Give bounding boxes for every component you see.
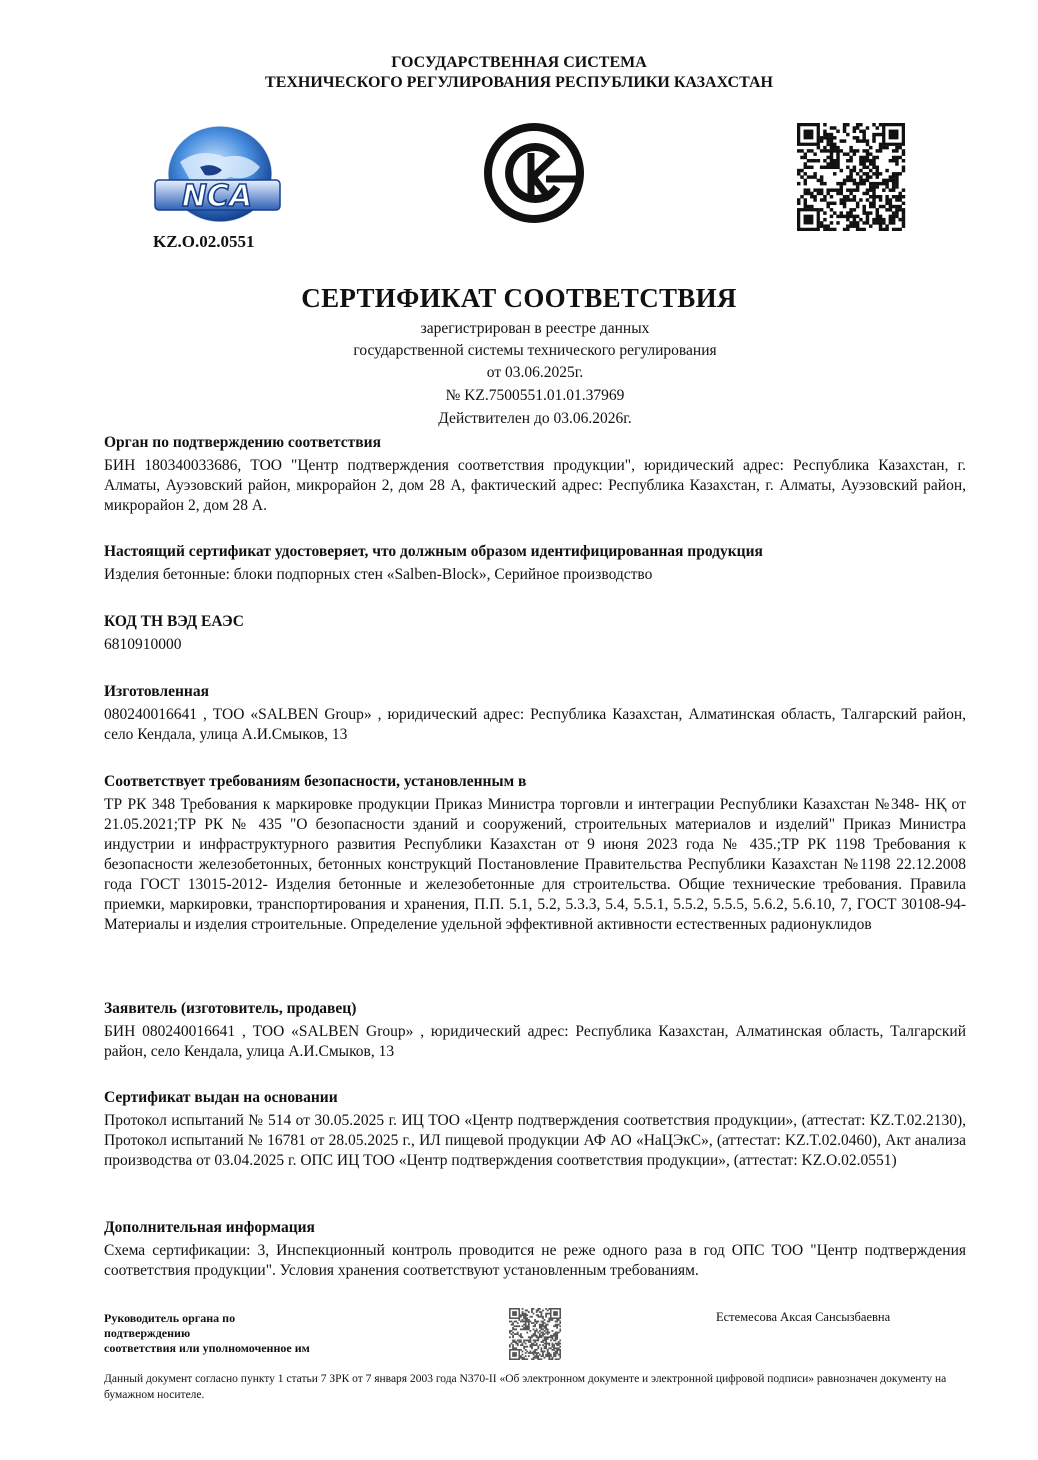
section-manufacturer (104, 682, 966, 745)
section-product (104, 542, 966, 585)
section-heading: Орган по подтверждению соответствия (104, 434, 381, 451)
header-line-2: ТЕХНИЧЕСКОГО РЕГУЛИРОВАНИЯ РЕСПУБЛИКИ КАЗАХСТАН (265, 74, 773, 91)
legal-disclaimer: Данный документ согласно пункту 1 статьи 7 ЗРК от 7 января 2003 года N370-II «Об электронном документе и электронной цифровой подписи» равнозначен документу на бумажном носителе. (104, 1373, 947, 1401)
header-line-1: ГОСУДАРСТВЕННАЯ СИСТЕМА (391, 54, 647, 71)
signer-label-line-1: Руководитель органа по (104, 1311, 236, 1325)
nca-mark: NCA (181, 179, 253, 214)
section-text: 6810910000 (104, 636, 182, 653)
section-additional-info (104, 1218, 966, 1281)
registration-line-2: государственной системы технического регулирования (353, 342, 717, 359)
section-text: 080240016641 , ТОО «SALBEN Group» , юридический адрес: Республика Казахстан, Алматинская область, Талгарский район, село Кендала, улица А.И.Смыков, 13 (104, 706, 966, 743)
section-applicant (104, 999, 966, 1062)
section-text: Схема сертификации: 3, Инспекционный контроль проводится не реже одного раза в год ОПС ТОО "Центр подтверждения соответствия продукции". Условия хранения соответствуют установленным требованиям. (104, 1242, 966, 1279)
conformity-mark (484, 123, 584, 228)
signer-label (104, 1311, 404, 1356)
signer-name: Естемесова Аксая Сансызбаевна (716, 1310, 891, 1324)
section-heading: Сертификат выдан на основании (104, 1089, 338, 1106)
section-text: ТР РК 348 Требования к маркировке продукции Приказ Министра торговли и интеграции Республики Казахстан №348- НҚ от 21.05.2021;ТР РК № 435 "О безопасности зданий и сооружений, строительных материалов и изделий" Приказ Министра индустрии и инфраструктурного развития Республики Казахстан от 9 июня 2023 года № 435.;ТР РК 1198 Требования к безопасности железобетонных, бетонных конструкций Постановление Правительства Республики Казахстан №1198 22.12.2008 года ГОСТ 13015-2012- Изделия бетонные и железобетонные для строительства. Общие технические требования. Правила приемки, маркировки, транспортирования и хранения, П.П. 5.1, 5.2, 5.3.3, 5.4, 5.5.1, 5.5.2, 5.5.5, 5.6.2, 5.6.10, 7, ГОСТ 30108-94- Материалы и изделия строительные. Определение удельной эффективной активности естественных радионуклидов (104, 796, 966, 933)
signature-qr (509, 1308, 561, 1365)
section-text: Изделия бетонные: блоки подпорных стен «Salben-Block», Серийное производство (104, 566, 653, 583)
section-requirements (104, 772, 966, 935)
section-heading: Настоящий сертификат удостоверяет, что должным образом идентифицированная продукция (104, 543, 763, 560)
kz-conformity-mark-icon (484, 123, 584, 223)
section-heading: Заявитель (изготовитель, продавец) (104, 1000, 357, 1017)
section-text: Протокол испытаний № 514 от 30.05.2025 г. ИЦ ТОО «Центр подтверждения соответствия продукции», (аттестат: KZ.T.02.2130), Протокол испытаний № 16781 от 28.05.2025 г., ИЛ пищевой продукции АФ АО «НаЦЭкС», (аттестат: KZ.T.02.0460), Акт анализа производства от 03.04.2025 г. ОПС ИЦ ТОО «Центр подтверждения соответствия продукции», (аттестат: KZ.O.02.0551) (104, 1112, 966, 1169)
registration-number: № KZ.7500551.01.01.37969 (445, 387, 625, 404)
section-heading: Соответствует требованиям безопасности, установленным в (104, 773, 527, 790)
qr-code-icon (509, 1308, 561, 1360)
section-heading: Дополнительная информация (104, 1219, 315, 1236)
qr-code-icon (797, 123, 907, 231)
section-text: БИН 180340033686, ТОО "Центр подтверждения соответствия продукции", юридический адрес: Республика Казахстан, г. Алматы, Ауэзовский район, микрорайон 2, дом 28 А, фактический адрес: Республика Казахстан, г. Алматы, Ауэзовский район, микрорайон 2, дом 28 А. (104, 457, 966, 514)
globe-icon (150, 122, 285, 234)
signer-label-line-3: соответствия или уполномоченное им (104, 1341, 310, 1355)
section-basis (104, 1088, 966, 1171)
section-certification-body (104, 433, 966, 516)
registration-line-1: зарегистрирован в реестре данных (420, 320, 650, 337)
certificate-title: СЕРТИФИКАТ СООТВЕТСТВИЯ (301, 283, 737, 313)
body-registration-code: KZ.O.02.0551 (153, 232, 255, 251)
section-text: БИН 080240016641 , ТОО «SALBEN Group» , юридический адрес: Республика Казахстан, Алматинская область, Талгарский район, село Кендала, улица А.И.Смыков, 13 (104, 1023, 966, 1060)
section-heading: КОД ТН ВЭД ЕАЭС (104, 613, 244, 630)
validity-date: Действителен до 03.06.2026г. (438, 410, 632, 427)
qr-code (797, 123, 907, 236)
section-heading: Изготовленная (104, 683, 209, 700)
section-hs-code (104, 612, 966, 655)
signer-label-line-2: подтверждению (104, 1326, 191, 1340)
nca-logo (150, 122, 285, 234)
registration-date: от 03.06.2025г. (486, 364, 584, 381)
